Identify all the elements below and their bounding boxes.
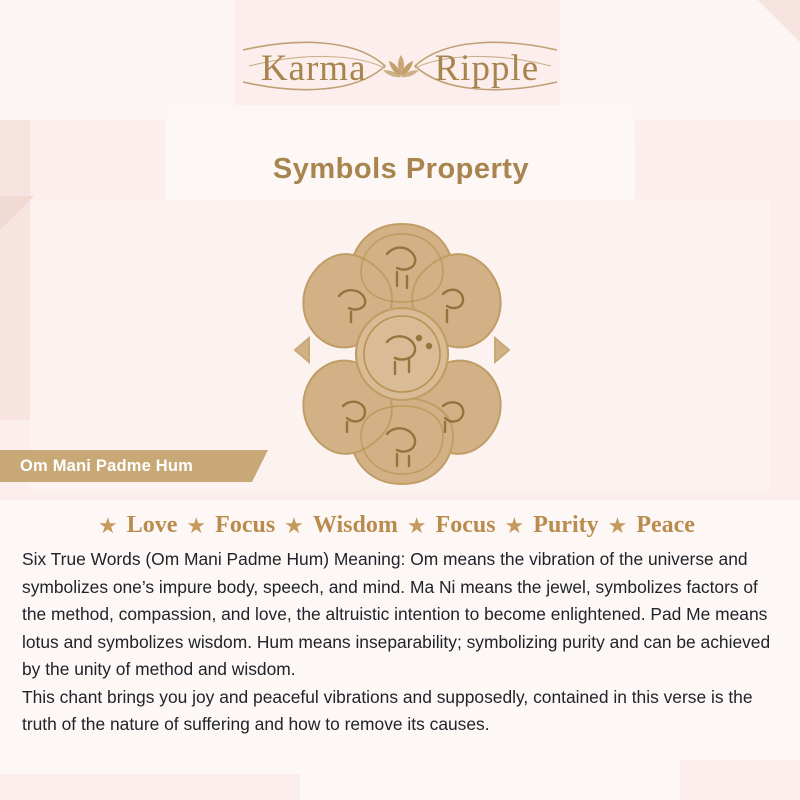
star-icon: ★ [406, 512, 427, 538]
keyword-focus-2: Focus [435, 512, 496, 538]
keyword-love: Love [126, 512, 178, 538]
keyword-peace: Peace [636, 512, 695, 538]
page-title: Symbols Property [272, 152, 530, 185]
label-tab-text: Om Mani Padme Hum [20, 456, 194, 475]
decor-triangle-left [0, 196, 34, 230]
star-icon: ★ [607, 512, 628, 538]
label-tab-om-mani-padme-hum [0, 450, 252, 482]
keyword-purity: Purity [533, 512, 599, 538]
description-paragraph-1: Six True Words (Om Mani Padme Hum) Meaning: Om means the vibration of the universe and symbolizes one’s impure body, speech, and mind. Ma Ni means the jewel, symbolizes factors of the method, compassion, and love, the altruistic intention to become enlightened. Pad Me means lotus and symbolizes wisdom. Hum means inseparability; symbolizing purity and can be achieved by the unity of method and wisdom. [22, 549, 771, 679]
description-paragraph-2: This chant brings you joy and peaceful vibrations and supposedly, contained in this verse is the truth of the nature of suffering and how to remove its causes. [22, 686, 753, 734]
keyword-row [0, 512, 800, 539]
decor-band-left [0, 120, 30, 420]
star-icon: ★ [186, 512, 207, 538]
decor-block-bottom-right [680, 760, 800, 800]
lotus-icon [379, 51, 423, 85]
star-icon: ★ [504, 512, 525, 538]
star-icon: ★ [284, 512, 304, 538]
brand-lockup [0, 28, 800, 108]
lotus-mandala-icon [247, 210, 557, 495]
keyword-focus-1: Focus [215, 512, 276, 538]
page-title-ribbon [168, 140, 634, 198]
star-icon: ★ [98, 512, 118, 538]
description-text [22, 546, 778, 739]
decor-block-bottom-left [0, 774, 300, 800]
brand-word-right: Ripple [434, 47, 540, 89]
keyword-wisdom: Wisdom [312, 512, 398, 538]
brand-word-left: Karma [260, 47, 367, 89]
